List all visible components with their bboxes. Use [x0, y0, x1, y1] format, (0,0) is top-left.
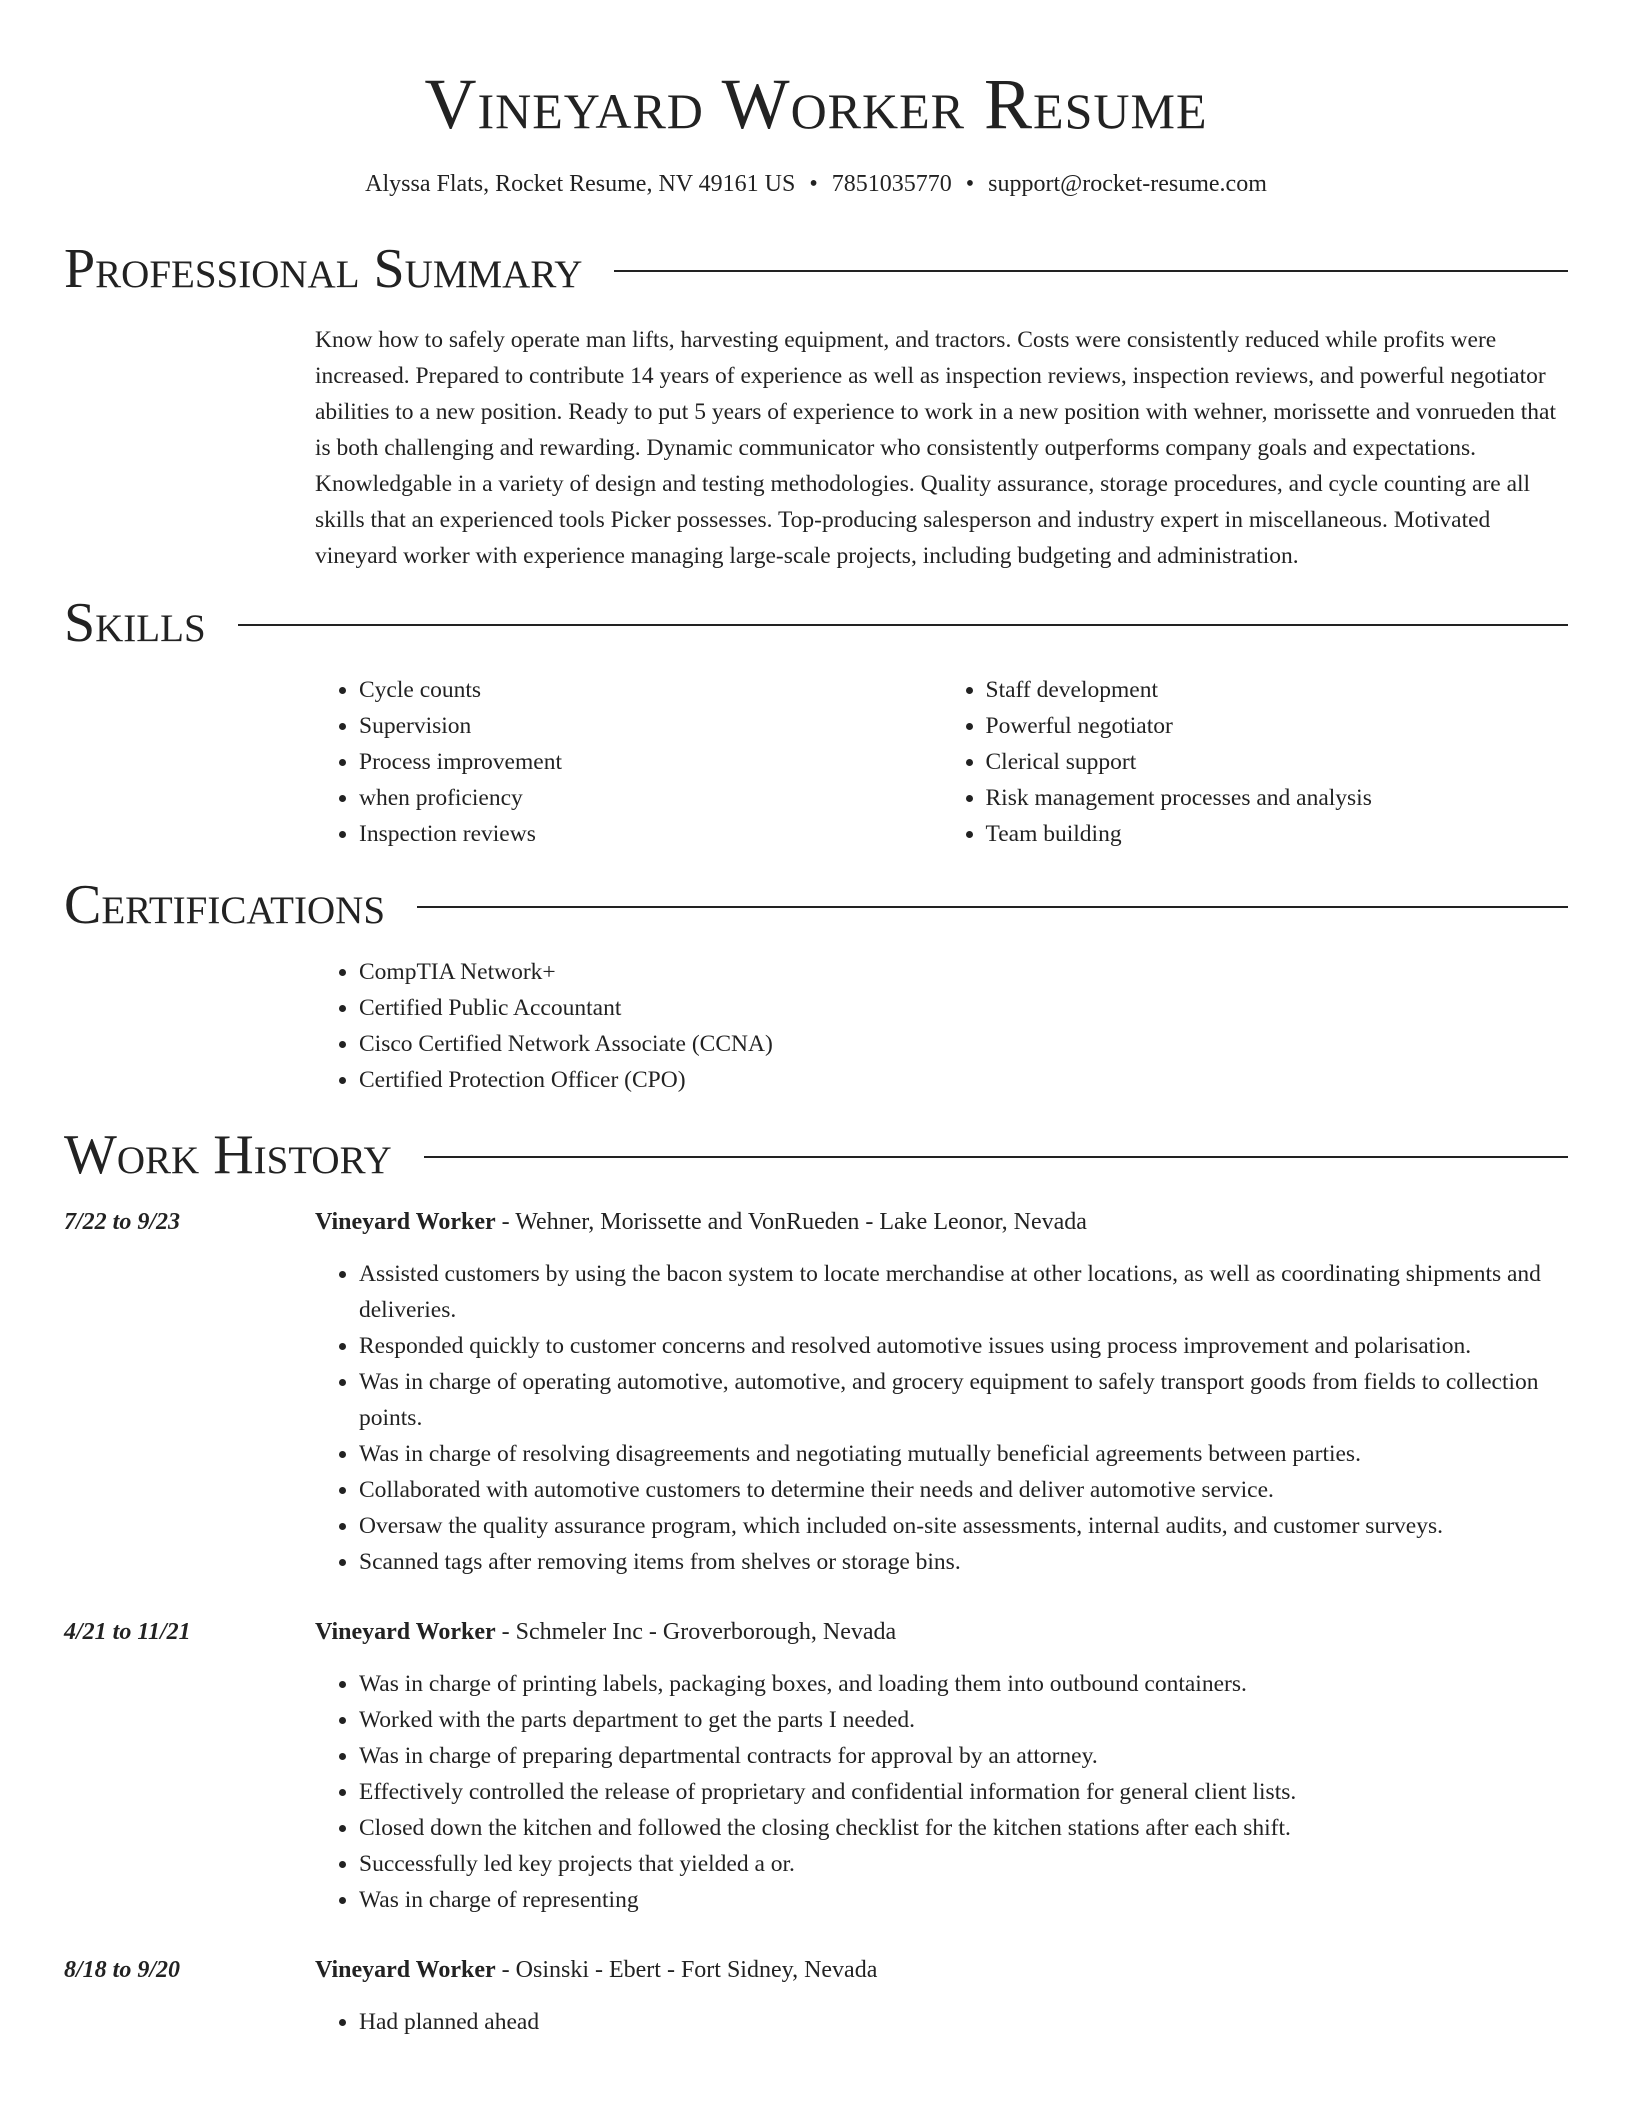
job-employer: - Wehner, Morissette and VonRueden - Lake Leonor, Nevada	[495, 1209, 1087, 1235]
job-dates: 7/22 to 9/23	[64, 1209, 181, 1235]
contact-separator: •	[809, 171, 818, 197]
certifications-section	[64, 870, 1568, 1098]
certification-item: • CompTIA Network+	[359, 954, 1568, 990]
section-header	[64, 588, 1568, 658]
contact-separator: •	[965, 171, 975, 197]
section-header	[64, 234, 1568, 304]
section-divider	[424, 1156, 1568, 1158]
job-body	[315, 1614, 1568, 1918]
job-entry	[64, 1614, 1568, 1918]
job-heading	[315, 1614, 1568, 1650]
skills-columns	[315, 672, 1568, 852]
skill-item: • Team building	[986, 816, 1569, 852]
job-bullet: • Successfully led key projects that yielded a or.	[359, 1846, 1568, 1882]
job-employer: - Schmeler Inc - Groverborough, Nevada	[495, 1619, 897, 1645]
job-bullet: • Was in charge of printing labels, packaging boxes, and loading them into outbound containers.	[359, 1666, 1568, 1702]
summary-section	[64, 234, 1568, 574]
job-bullet: • Was in charge of representing	[359, 1882, 1568, 1918]
skill-item: • Process improvement	[359, 744, 942, 780]
skill-item: • Inspection reviews	[359, 816, 942, 852]
job-bullet: • Effectively controlled the release of proprietary and confidential information for general client lists.	[359, 1774, 1568, 1810]
skill-item: • Powerful negotiator	[986, 708, 1569, 744]
contact-line	[64, 168, 1568, 200]
job-bullet: • Responded quickly to customer concerns and resolved automotive issues using process improvement and polarisation.	[359, 1328, 1568, 1364]
skills-list-left	[315, 672, 942, 852]
resume-page	[64, 0, 1568, 2040]
job-title: Vineyard Worker	[315, 1209, 496, 1235]
job-bullet: • Assisted customers by using the bacon system to locate merchandise at other locations, as well as coordinating shipments and deliveries.	[359, 1256, 1568, 1328]
job-title: Vineyard Worker	[315, 1619, 496, 1645]
job-bullet: • Had planned ahead	[359, 2004, 1568, 2040]
job-bullets	[315, 2004, 1568, 2040]
skill-item: • Clerical support	[986, 744, 1569, 780]
job-bullet: • Collaborated with automotive customers to determine their needs and deliver automotive service.	[359, 1472, 1568, 1508]
job-title: Vineyard Worker	[315, 1957, 496, 1983]
job-bullet: • Scanned tags after removing items from shelves or storage bins.	[359, 1544, 1568, 1580]
job-entry	[64, 1204, 1568, 1580]
job-bullet: • Was in charge of resolving disagreements and negotiating mutually beneficial agreements between parties.	[359, 1436, 1568, 1472]
job-body	[315, 1204, 1568, 1580]
skills-section	[64, 588, 1568, 852]
certification-item: • Certified Protection Officer (CPO)	[359, 1062, 1568, 1098]
contact-email: support@rocket-resume.com	[988, 171, 1267, 197]
skill-item: • Risk management processes and analysis	[986, 780, 1569, 816]
job-bullet: • Was in charge of preparing departmental contracts for approval by an attorney.	[359, 1738, 1568, 1774]
skill-item: • when proficiency	[359, 780, 942, 816]
contact-address: Alyssa Flats, Rocket Resume, NV 49161 US	[365, 171, 796, 197]
skill-item: • Supervision	[359, 708, 942, 744]
section-title: Professional Summary	[64, 238, 583, 300]
job-bullet: • Worked with the parts department to get the parts I needed.	[359, 1702, 1568, 1738]
section-header	[64, 870, 1568, 940]
section-title: Certifications	[64, 874, 386, 936]
job-entry	[64, 1952, 1568, 2040]
job-heading	[315, 1204, 1568, 1240]
job-bullet: • Oversaw the quality assurance program, which included on-site assessments, internal audits, and customer surveys.	[359, 1508, 1568, 1544]
job-body	[315, 1952, 1568, 2040]
job-employer: - Osinski - Ebert - Fort Sidney, Nevada	[495, 1957, 878, 1983]
certifications-list-wrap	[315, 954, 1568, 1098]
contact-phone: 7851035770	[831, 171, 952, 197]
certification-item: • Certified Public Accountant	[359, 990, 1568, 1026]
section-divider	[417, 906, 1568, 908]
resume-title: Vineyard Worker Resume	[424, 64, 1208, 144]
certifications-list	[315, 954, 1568, 1098]
skill-item: • Cycle counts	[359, 672, 942, 708]
section-divider	[614, 270, 1568, 272]
certification-item: • Cisco Certified Network Associate (CCNA)	[359, 1026, 1568, 1062]
section-title: Work History	[64, 1124, 392, 1186]
summary-text: Know how to safely operate man lifts, harvesting equipment, and tractors. Costs were consistently reduced while profits were increased. Prepared to contribute 14 years of experience as well as inspection reviews, inspection reviews, and powerful negotiator abilities to a new position. Ready to put 5 years of experience to work in a new position with wehner, morissette and vonrueden that is both challenging and rewarding. Dynamic communicator who consistently outperforms company goals and expectations. Knowledgable in a variety of design and testing methodologies. Quality assurance, storage procedures, and cycle counting are all skills that an experienced tools Picker possesses. Top-producing salesperson and industry expert in miscellaneous. Motivated vineyard worker with experience managing large-scale projects, including budgeting and administration.	[315, 327, 1556, 569]
job-bullets	[315, 1256, 1568, 1580]
job-dates: 8/18 to 9/20	[64, 1957, 181, 1983]
job-bullet: • Closed down the kitchen and followed the closing checklist for the kitchen stations after each shift.	[359, 1810, 1568, 1846]
job-bullets	[315, 1666, 1568, 1918]
job-bullet: • Was in charge of operating automotive, automotive, and grocery equipment to safely transport goods from fields to collection points.	[359, 1364, 1568, 1436]
skill-item: • Staff development	[986, 672, 1569, 708]
section-divider	[238, 624, 1568, 626]
job-heading	[315, 1952, 1568, 1988]
job-dates: 4/21 to 11/21	[64, 1619, 191, 1645]
skills-list-right	[942, 672, 1569, 852]
work-history-section	[64, 1120, 1568, 2040]
section-title: Skills	[64, 592, 206, 654]
section-header	[64, 1120, 1568, 1190]
